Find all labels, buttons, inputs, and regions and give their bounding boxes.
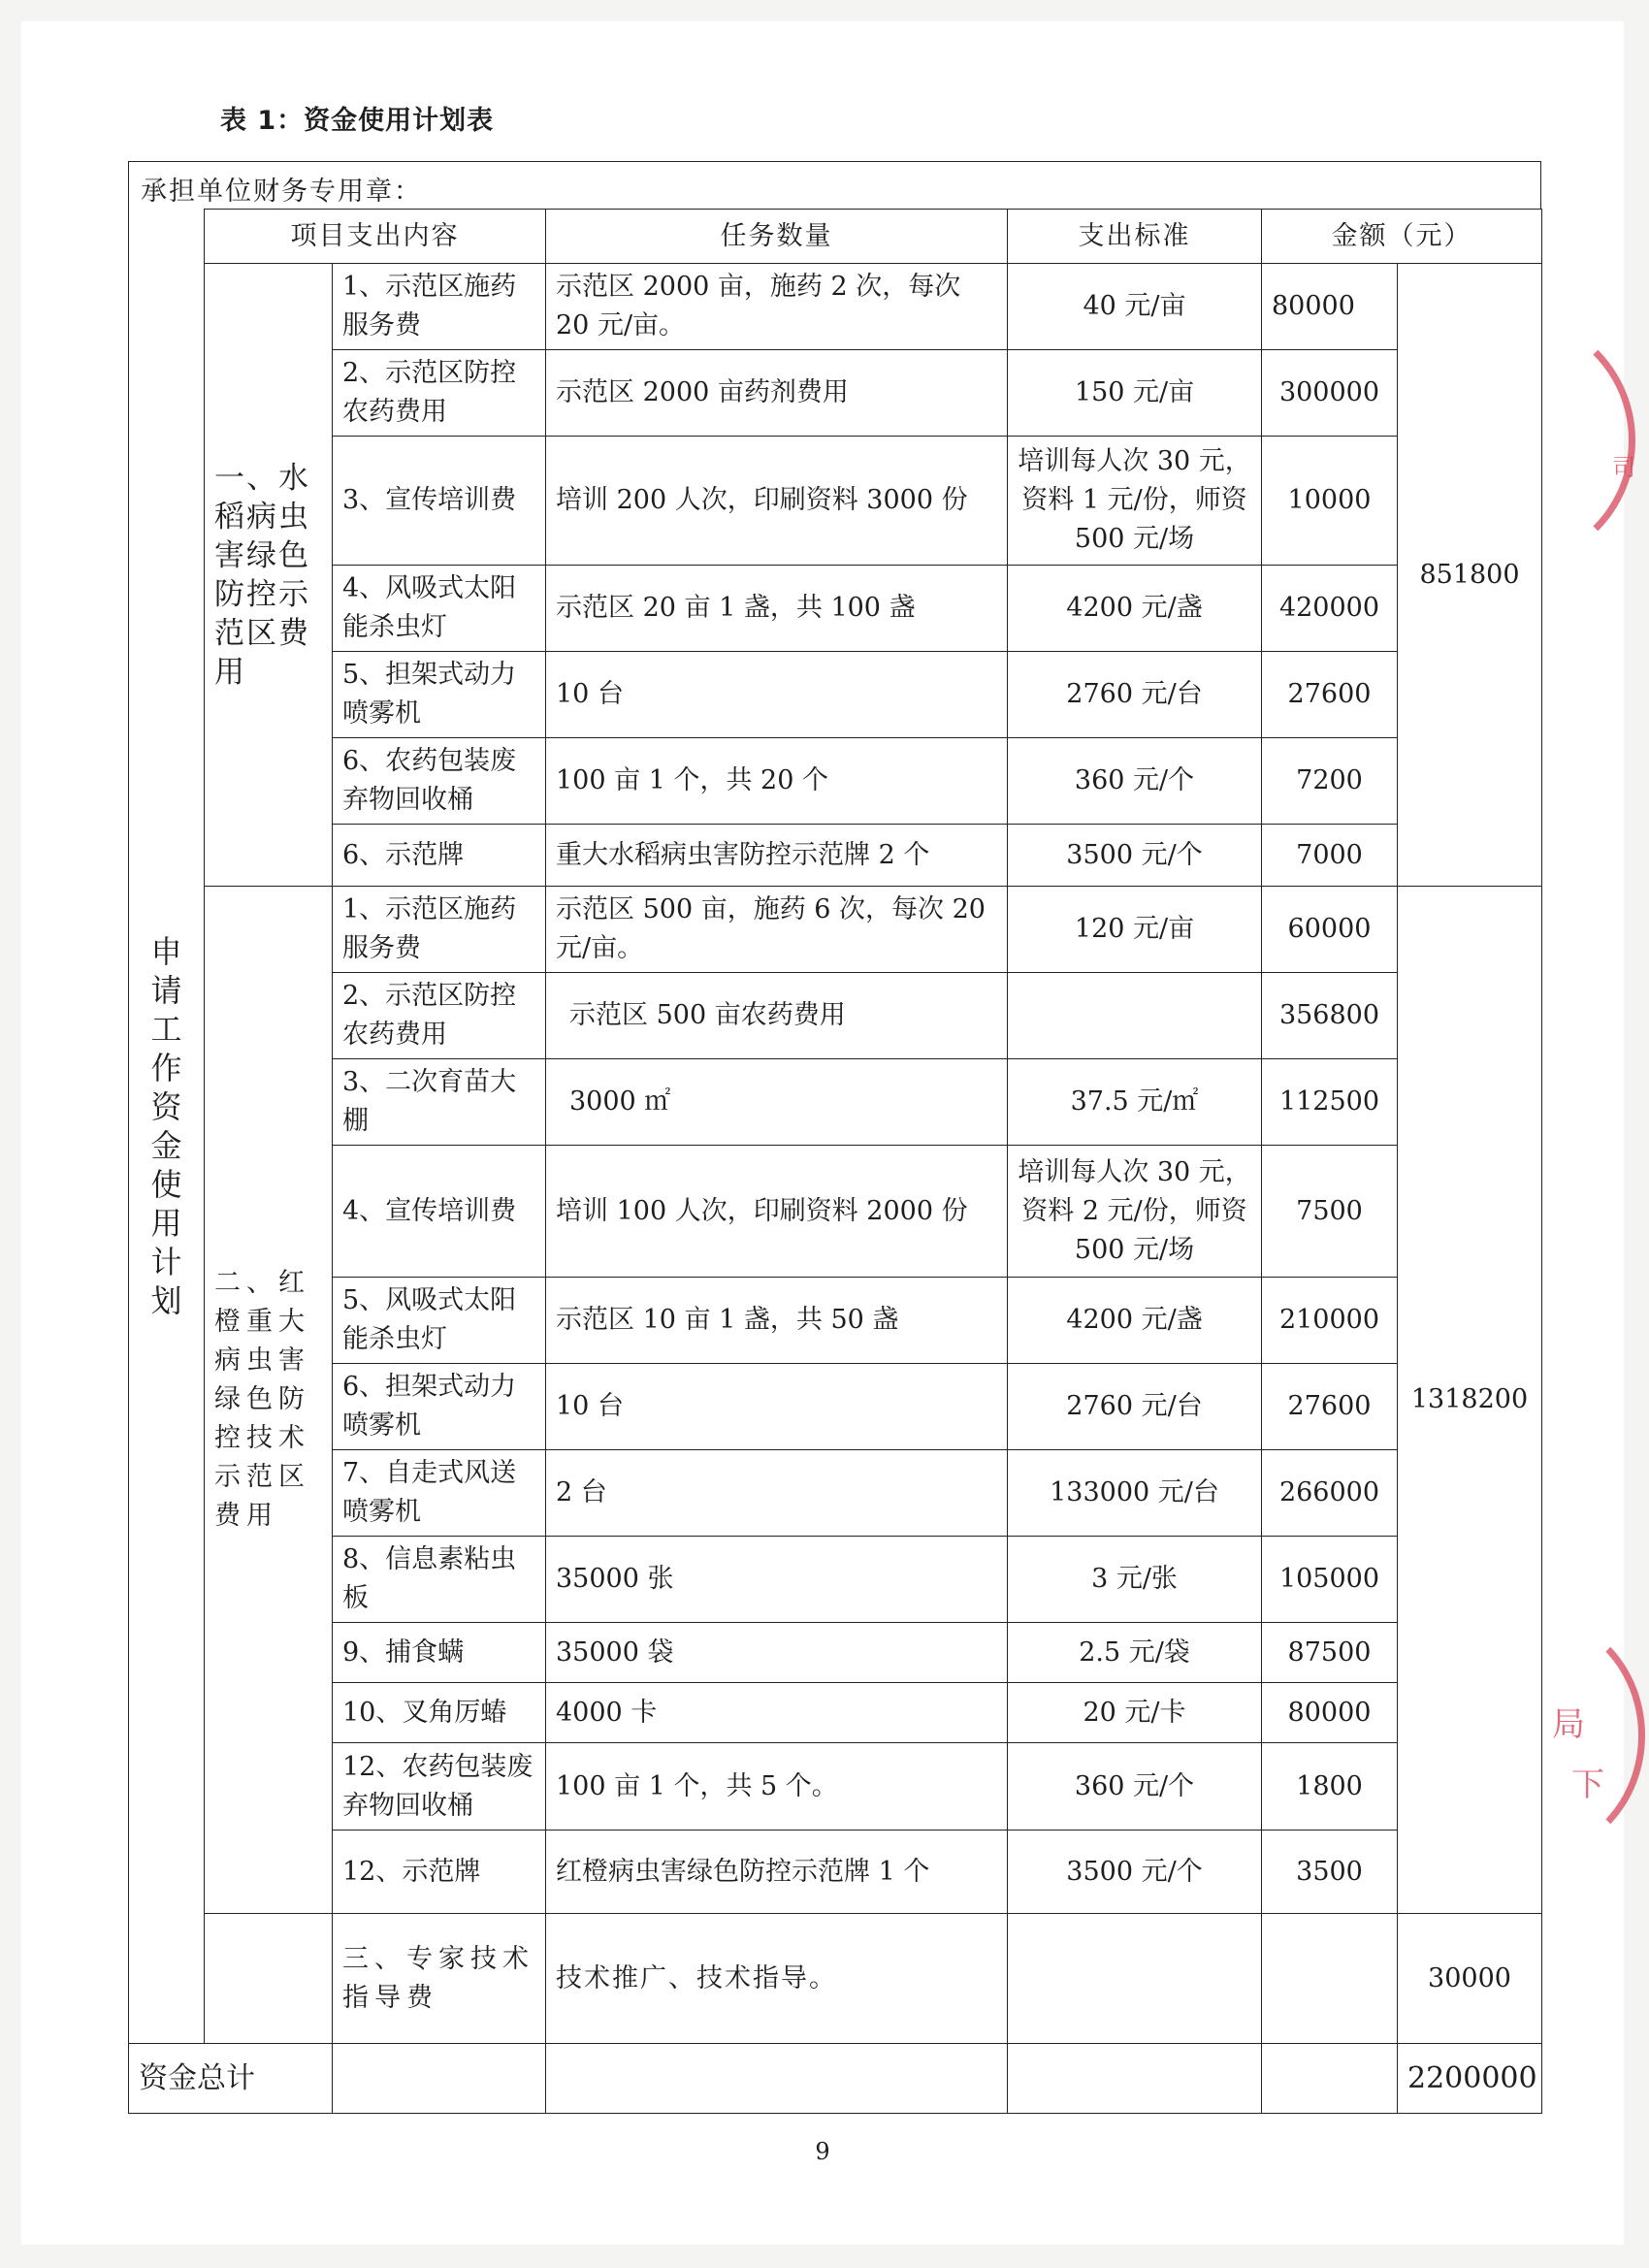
table-row xyxy=(129,437,1542,566)
cell-amount: 30000 xyxy=(1398,1914,1542,2044)
cell-item: 1、示范区施药服务费 xyxy=(333,264,546,350)
table-row xyxy=(129,1364,1542,1450)
cell-item: 6、示范牌 xyxy=(333,825,546,887)
table-row xyxy=(129,1831,1542,1914)
cell-quantity xyxy=(1008,1914,1262,2044)
cell-standard: 133000 元/台 xyxy=(1008,1450,1262,1537)
cell-standard: 2760 元/台 xyxy=(1008,1364,1262,1450)
cell-amount: 266000 xyxy=(1262,1450,1398,1537)
cell-quantity: 3000 ㎡ xyxy=(546,1059,1008,1146)
blank-cell xyxy=(333,2044,546,2114)
cell-standard xyxy=(1008,973,1262,1059)
cell-quantity: 100 亩 1 个，共 20 个 xyxy=(546,738,1008,825)
cell-standard: 4200 元/盏 xyxy=(1008,1278,1262,1364)
table-row xyxy=(129,1146,1542,1278)
fund-plan-table xyxy=(128,209,1542,2114)
seal-char-top: 司 xyxy=(1612,454,1635,481)
cell-standard: 2.5 元/袋 xyxy=(1008,1623,1262,1683)
cell-item: 3、宣传培训费 xyxy=(333,437,546,566)
table-row xyxy=(129,1278,1542,1364)
cell-amount: 105000 xyxy=(1262,1537,1398,1623)
cell-item: 9、捕食螨 xyxy=(333,1623,546,1683)
seal-char-bottom-1: 局 xyxy=(1552,1705,1585,1744)
cell-amount: 356800 xyxy=(1262,973,1398,1059)
category-name: 三、专家技术指导费 xyxy=(333,1914,546,2044)
blank-cell xyxy=(205,1914,333,2044)
cell-item: 3、二次育苗大棚 xyxy=(333,1059,546,1146)
stamp-row xyxy=(128,161,1541,210)
cell-standard: 3500 元/个 xyxy=(1008,825,1262,887)
cell-amount: 60000 xyxy=(1262,887,1398,973)
cell-item: 技术推广、技术指导。 xyxy=(546,1914,1008,2044)
category-subtotal: 851800 xyxy=(1398,264,1542,887)
cell-item: 8、信息素粘虫板 xyxy=(333,1537,546,1623)
blank-cell xyxy=(546,2044,1008,2114)
cell-amount: 10000 xyxy=(1262,437,1398,566)
blank-cell xyxy=(1262,2044,1398,2114)
table-row xyxy=(129,1683,1542,1743)
cell-quantity: 示范区 20 亩 1 盏，共 100 盏 xyxy=(546,566,1008,652)
cell-amount: 80000 xyxy=(1262,264,1398,350)
cell-standard xyxy=(1262,1914,1398,2044)
cell-item: 12、农药包装废弃物回收桶 xyxy=(333,1743,546,1831)
table-row xyxy=(129,264,1542,350)
cell-amount: 3500 xyxy=(1262,1831,1398,1914)
cell-quantity: 示范区 2000 亩，施药 2 次，每次 20 元/亩。 xyxy=(546,264,1008,350)
cell-standard: 120 元/亩 xyxy=(1008,887,1262,973)
table-row xyxy=(129,1914,1542,2044)
cell-item: 5、风吸式太阳能杀虫灯 xyxy=(333,1278,546,1364)
seal-arc-top xyxy=(1379,312,1635,568)
category-name: 二、红橙重大病虫害绿色防控技术示范区费用 xyxy=(205,887,333,1914)
cell-quantity: 示范区 10 亩 1 盏，共 50 盏 xyxy=(546,1278,1008,1364)
cell-quantity: 35000 张 xyxy=(546,1537,1008,1623)
side-label xyxy=(129,210,205,2044)
cell-item: 2、示范区防控农药费用 xyxy=(333,350,546,437)
table-row xyxy=(129,887,1542,973)
cell-amount: 7200 xyxy=(1262,738,1398,825)
cell-standard: 培训每人次 30 元，资料 2 元/份，师资 500 元/场 xyxy=(1008,1146,1262,1278)
cell-standard: 3500 元/个 xyxy=(1008,1831,1262,1914)
cell-amount: 7500 xyxy=(1262,1146,1398,1278)
table-row xyxy=(129,825,1542,887)
total-label: 资金总计 xyxy=(129,2044,333,2114)
table-row xyxy=(129,1623,1542,1683)
header-standard: 支出标准 xyxy=(1008,210,1262,264)
cell-quantity: 培训 200 人次，印刷资料 3000 份 xyxy=(546,437,1008,566)
cell-quantity: 示范区 2000 亩药剂费用 xyxy=(546,350,1008,437)
table-row xyxy=(129,1450,1542,1537)
cell-quantity: 重大水稻病虫害防控示范牌 2 个 xyxy=(546,825,1008,887)
cell-standard: 37.5 元/㎡ xyxy=(1008,1059,1262,1146)
cell-quantity: 100 亩 1 个，共 5 个。 xyxy=(546,1743,1008,1831)
side-label-text: 申请工作资金使用计划 xyxy=(150,932,184,1319)
cell-quantity: 2 台 xyxy=(546,1450,1008,1537)
table-row xyxy=(129,566,1542,652)
cell-standard: 150 元/亩 xyxy=(1008,350,1262,437)
cell-quantity: 4000 卡 xyxy=(546,1683,1008,1743)
cell-quantity: 10 台 xyxy=(546,1364,1008,1450)
cell-standard: 360 元/个 xyxy=(1008,1743,1262,1831)
cell-amount: 210000 xyxy=(1262,1278,1398,1364)
header-row xyxy=(129,210,1542,264)
cell-amount: 27600 xyxy=(1262,652,1398,738)
cell-amount: 112500 xyxy=(1262,1059,1398,1146)
cell-standard: 3 元/张 xyxy=(1008,1537,1262,1623)
cell-quantity: 10 台 xyxy=(546,652,1008,738)
cell-amount: 420000 xyxy=(1262,566,1398,652)
blank-cell xyxy=(1008,2044,1262,2114)
category-name: 一、水稻病虫害绿色防控示范区费用 xyxy=(205,264,333,887)
seal-char-bottom-2: 下 xyxy=(1571,1766,1604,1804)
cell-standard: 2760 元/台 xyxy=(1008,652,1262,738)
cell-amount: 27600 xyxy=(1262,1364,1398,1450)
cell-item: 5、担架式动力喷雾机 xyxy=(333,652,546,738)
header-amount: 金额（元） xyxy=(1262,210,1542,264)
cell-amount: 1800 xyxy=(1262,1743,1398,1831)
stamp-label: 承担单位财务专用章： xyxy=(141,177,422,207)
total-row xyxy=(129,2044,1542,2114)
cell-item: 7、自走式风送喷雾机 xyxy=(333,1450,546,1537)
cell-item: 2、示范区防控农药费用 xyxy=(333,973,546,1059)
table-row xyxy=(129,1537,1542,1623)
cell-item: 10、叉角厉蝽 xyxy=(333,1683,546,1743)
cell-item: 1、示范区施药服务费 xyxy=(333,887,546,973)
cell-item: 6、农药包装废弃物回收桶 xyxy=(333,738,546,825)
cell-quantity: 红橙病虫害绿色防控示范牌 1 个 xyxy=(546,1831,1008,1914)
table-row xyxy=(129,1059,1542,1146)
cell-item: 4、风吸式太阳能杀虫灯 xyxy=(333,566,546,652)
cell-amount: 300000 xyxy=(1262,350,1398,437)
cell-amount: 80000 xyxy=(1262,1683,1398,1743)
cell-quantity: 示范区 500 亩农药费用 xyxy=(546,973,1008,1059)
cell-item: 4、宣传培训费 xyxy=(333,1146,546,1278)
total-value: 2200000 xyxy=(1398,2044,1542,2114)
table-row xyxy=(129,652,1542,738)
table-row xyxy=(129,1743,1542,1831)
table-row xyxy=(129,738,1542,825)
cell-standard: 培训每人次 30 元，资料 1 元/份，师资 500 元/场 xyxy=(1008,437,1262,566)
cell-quantity: 35000 袋 xyxy=(546,1623,1008,1683)
header-quantity: 任务数量 xyxy=(546,210,1008,264)
cell-item: 12、示范牌 xyxy=(333,1831,546,1914)
cell-standard: 360 元/个 xyxy=(1008,738,1262,825)
cell-amount: 87500 xyxy=(1262,1623,1398,1683)
cell-standard: 20 元/卡 xyxy=(1008,1683,1262,1743)
document-page xyxy=(21,21,1635,2245)
table-row xyxy=(129,350,1542,437)
table-title: 表 1：资金使用计划表 xyxy=(220,106,495,136)
seal-arc-bottom xyxy=(1418,1612,1645,1859)
cell-quantity: 示范区 500 亩，施药 6 次，每次 20 元/亩。 xyxy=(546,887,1008,973)
page-number: 9 xyxy=(815,2138,830,2165)
category-subtotal: 1318200 xyxy=(1398,887,1542,1914)
cell-standard: 4200 元/盏 xyxy=(1008,566,1262,652)
cell-item: 6、担架式动力喷雾机 xyxy=(333,1364,546,1450)
header-item: 项目支出内容 xyxy=(205,210,546,264)
table-row xyxy=(129,973,1542,1059)
cell-quantity: 培训 100 人次，印刷资料 2000 份 xyxy=(546,1146,1008,1278)
cell-standard: 40 元/亩 xyxy=(1008,264,1262,350)
cell-amount: 7000 xyxy=(1262,825,1398,887)
